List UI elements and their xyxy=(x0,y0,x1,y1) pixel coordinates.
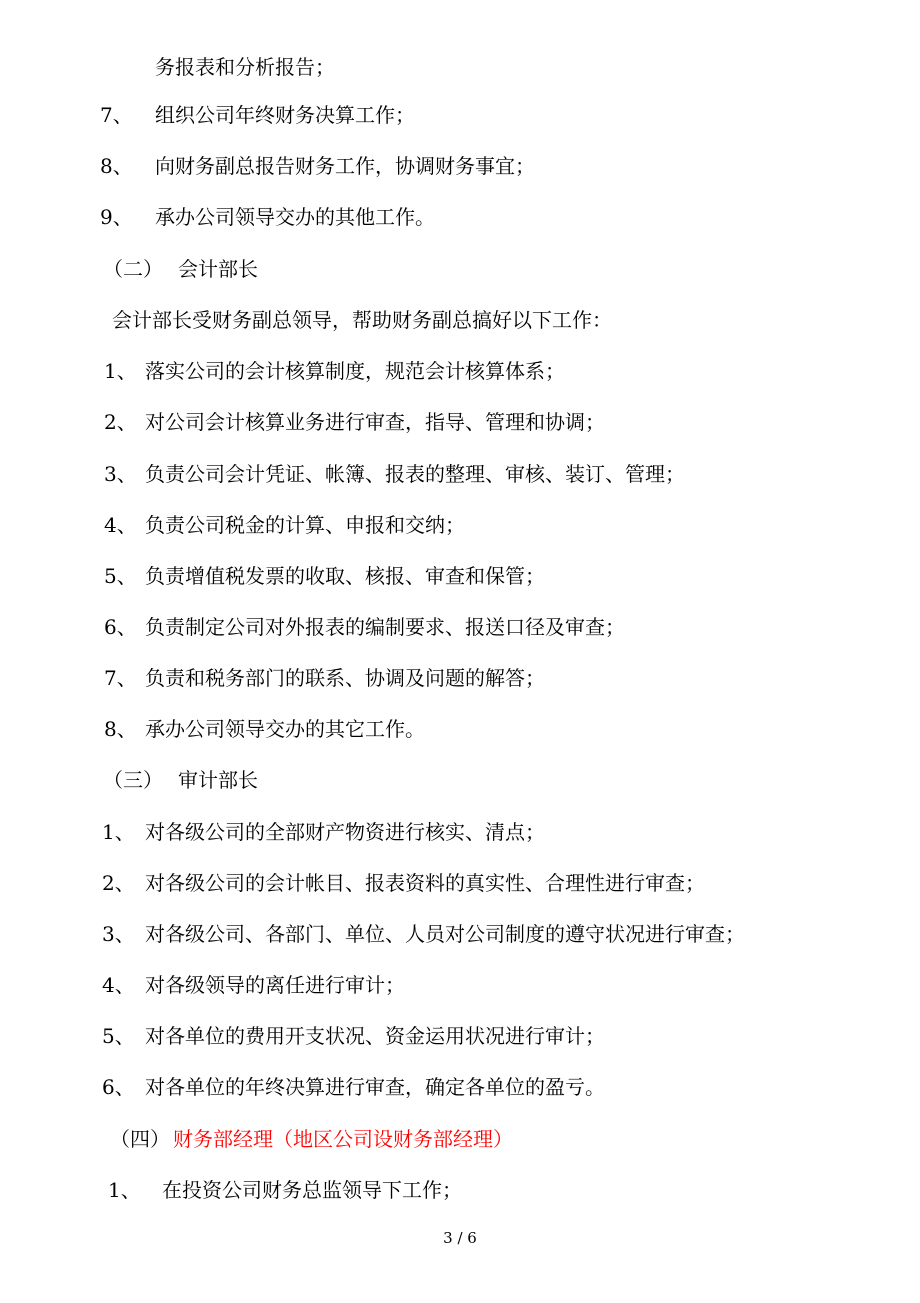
item-text: 对各级公司、各部门、单位、人员对公司制度的遵守状况进行审查； xyxy=(145,922,745,946)
item-number: 6、 xyxy=(102,1075,135,1099)
item-text: 落实公司的会计核算制度，规范会计核算体系； xyxy=(145,359,565,383)
item-number: 7、 xyxy=(104,666,137,690)
item-text: 在投资公司财务总监领导下工作； xyxy=(162,1178,462,1202)
section-title: 财务部经理（地区公司设财务部经理） xyxy=(173,1127,513,1151)
section-number: （三） xyxy=(103,768,163,792)
item-number: 2、 xyxy=(104,410,137,434)
item-text: 对各单位的年终决算进行审查，确定各单位的盈亏。 xyxy=(145,1075,605,1099)
item-number: 2、 xyxy=(102,871,135,895)
item-number: 3、 xyxy=(102,922,135,946)
item-text: 对各单位的费用开支状况、资金运用状况进行审计； xyxy=(145,1024,605,1048)
item-text: 负责公司税金的计算、申报和交纳； xyxy=(145,513,465,537)
item-number: 5、 xyxy=(102,1024,135,1048)
item-number: 3、 xyxy=(104,462,137,486)
item-text: 对各级公司的全部财产物资进行核实、清点； xyxy=(145,820,545,844)
section-title: 会计部长 xyxy=(178,257,258,281)
page-number: 3 / 6 xyxy=(443,1229,477,1247)
item-number: 9、 xyxy=(100,205,133,229)
item-text: 负责和税务部门的联系、协调及问题的解答； xyxy=(145,666,545,690)
item-text: 对各级领导的离任进行审计； xyxy=(145,973,405,997)
item-number: 8、 xyxy=(104,717,137,741)
item-text: 对各级公司的会计帐目、报表资料的真实性、合理性进行审查； xyxy=(145,871,705,895)
continuation-line: 务报表和分析报告； xyxy=(155,55,335,79)
section-intro: 会计部长受财务副总领导，帮助财务副总搞好以下工作： xyxy=(112,308,612,332)
item-number: 5、 xyxy=(104,564,137,588)
item-number: 1、 xyxy=(104,359,137,383)
item-number: 4、 xyxy=(102,973,135,997)
item-number: 4、 xyxy=(104,513,137,537)
item-text: 对公司会计核算业务进行审查，指导、管理和协调； xyxy=(145,410,605,434)
section-number: （四） xyxy=(110,1127,170,1151)
item-text: 负责公司会计凭证、帐簿、报表的整理、审核、装订、管理； xyxy=(145,462,685,486)
item-text: 负责制定公司对外报表的编制要求、报送口径及审查； xyxy=(145,615,625,639)
item-text: 承办公司领导交办的其他工作。 xyxy=(155,205,435,229)
item-text: 负责增值税发票的收取、核报、审查和保管； xyxy=(145,564,545,588)
item-number: 6、 xyxy=(104,615,137,639)
item-number: 1、 xyxy=(102,820,135,844)
item-text: 向财务副总报告财务工作，协调财务事宜； xyxy=(155,154,535,178)
item-number: 7、 xyxy=(100,103,133,127)
section-title: 审计部长 xyxy=(178,768,258,792)
item-text: 承办公司领导交办的其它工作。 xyxy=(145,717,425,741)
item-text: 组织公司年终财务决算工作； xyxy=(155,103,415,127)
item-number: 8、 xyxy=(100,154,133,178)
section-number: （二） xyxy=(103,257,163,281)
item-number: 1、 xyxy=(108,1178,141,1202)
